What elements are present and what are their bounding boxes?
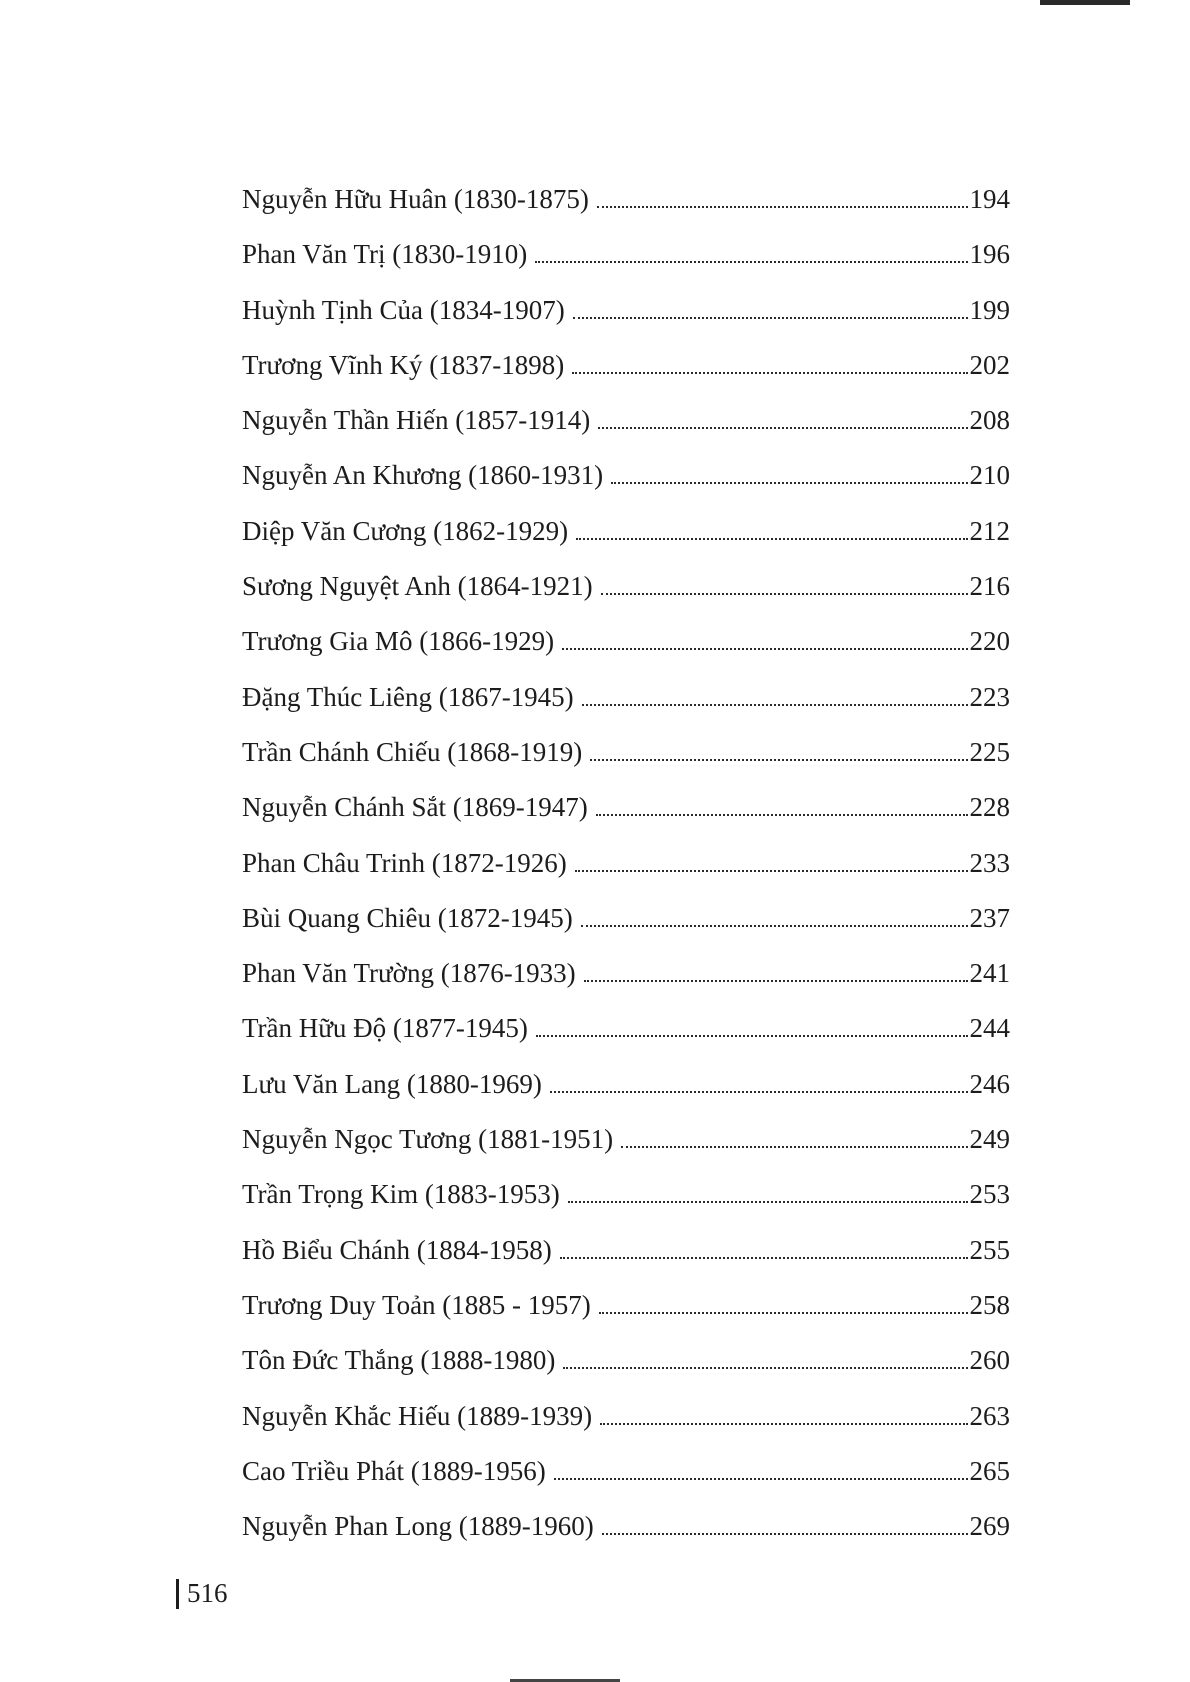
toc-entry-page: 269: [969, 1511, 1010, 1542]
toc-entry-title: Đặng Thúc Liêng (1867-1945): [242, 681, 574, 712]
toc-entry[interactable]: [242, 559, 1010, 614]
dot-leader: [576, 538, 967, 540]
toc-entry-title: Lưu Văn Lang (1880-1969): [242, 1068, 542, 1099]
dot-leader: [550, 1091, 968, 1093]
toc-entry-page: 210: [969, 460, 1010, 491]
toc-entry-title: Sương Nguyệt Anh (1864-1921): [242, 571, 593, 602]
toc-entry-page: 237: [969, 902, 1010, 933]
toc-entry-page: 255: [969, 1234, 1010, 1265]
dot-leader: [611, 482, 967, 484]
toc-entry-title: Nguyễn Hữu Huân (1830-1875): [242, 184, 589, 214]
toc-entry-title: Trần Hữu Độ (1877-1945): [242, 1013, 528, 1044]
toc-entry-page: 216: [969, 571, 1010, 602]
toc-entry-title: Nguyễn Chánh Sắt (1869-1947): [242, 792, 588, 823]
toc-entry-page: 194: [969, 184, 1010, 214]
toc-entry[interactable]: [242, 1389, 1010, 1444]
dot-leader: [563, 1367, 967, 1369]
toc-entry-title: Cao Triều Phát (1889-1956): [242, 1455, 546, 1486]
toc-entry-title: Nguyễn Phan Long (1889-1960): [242, 1511, 594, 1542]
dot-leader: [554, 1478, 968, 1480]
toc-entry-title: Diệp Văn Cương (1862-1929): [242, 515, 569, 546]
dot-leader: [536, 1035, 968, 1037]
toc-entry[interactable]: [242, 1333, 1010, 1388]
toc-entry[interactable]: [242, 338, 1010, 393]
toc-entry-title: Phan Văn Trường (1876-1933): [242, 958, 576, 989]
toc-entry[interactable]: [242, 283, 1010, 338]
page-footer: [176, 1578, 228, 1609]
toc-entry[interactable]: [242, 670, 1010, 725]
dot-leader: [581, 925, 968, 927]
dot-leader: [599, 1312, 968, 1314]
dot-leader: [584, 980, 968, 982]
dot-leader: [590, 759, 967, 761]
dot-leader: [568, 1201, 968, 1203]
toc-entry[interactable]: [242, 1057, 1010, 1112]
toc-entry-page: 196: [969, 239, 1010, 270]
toc-entry[interactable]: [242, 504, 1010, 559]
toc-entry[interactable]: [242, 1223, 1010, 1278]
footer-bar: [176, 1579, 179, 1609]
top-edge-rule: [1040, 0, 1130, 5]
toc-entry-title: Nguyễn Ngọc Tương (1881-1951): [242, 1124, 614, 1155]
toc-entry[interactable]: [242, 448, 1010, 503]
dot-leader: [562, 648, 967, 650]
toc-entry[interactable]: [242, 780, 1010, 835]
toc-entry-title: Trương Gia Mô (1866-1929): [242, 626, 555, 657]
dot-leader: [535, 261, 967, 263]
toc-entry-title: Nguyễn An Khương (1860-1931): [242, 460, 604, 491]
toc-entry-title: Tôn Đức Thắng (1888-1980): [242, 1345, 556, 1376]
toc-entry[interactable]: [242, 1167, 1010, 1222]
toc-entry-page: 228: [969, 792, 1010, 823]
toc-entry-page: 233: [969, 847, 1010, 878]
toc-entry-page: 244: [969, 1013, 1010, 1044]
dot-leader: [575, 870, 968, 872]
toc-entry[interactable]: [242, 1499, 1010, 1554]
dot-leader: [621, 1146, 967, 1148]
toc-entry[interactable]: [242, 227, 1010, 282]
toc-entry-page: 202: [969, 349, 1010, 380]
toc-entry-title: Bùi Quang Chiêu (1872-1945): [242, 902, 573, 933]
toc-entry-page: 212: [969, 515, 1010, 546]
toc-entry[interactable]: [242, 946, 1010, 1001]
toc-entry-title: Hồ Biểu Chánh (1884-1958): [242, 1234, 552, 1265]
toc-entry-page: 223: [969, 681, 1010, 712]
toc-entry[interactable]: [242, 1444, 1010, 1499]
toc-entry-page: 241: [969, 958, 1010, 989]
toc-entry[interactable]: [242, 614, 1010, 669]
toc-entry[interactable]: [242, 1278, 1010, 1333]
toc-entry-page: 253: [969, 1179, 1010, 1210]
toc-entry-page: 263: [969, 1400, 1010, 1431]
dot-leader: [597, 206, 968, 208]
toc-entry[interactable]: [242, 836, 1010, 891]
toc-entry[interactable]: [242, 725, 1010, 780]
dot-leader: [600, 1423, 967, 1425]
toc-entry-title: Nguyễn Thần Hiến (1857-1914): [242, 405, 591, 436]
toc-entry[interactable]: [242, 1112, 1010, 1167]
toc-entry-page: 199: [969, 294, 1010, 325]
toc-entry-page: 208: [969, 405, 1010, 436]
toc-entry-title: Trương Duy Toản (1885 - 1957): [242, 1289, 591, 1320]
dot-leader: [560, 1257, 968, 1259]
toc-entry-title: Phan Văn Trị (1830-1910): [242, 239, 528, 270]
toc-entry-page: 220: [969, 626, 1010, 657]
dot-leader: [596, 814, 968, 816]
dot-leader: [582, 704, 968, 706]
toc-entry-page: 260: [969, 1345, 1010, 1376]
toc-entry-page: 258: [969, 1289, 1010, 1320]
toc-entry-title: Trần Chánh Chiếu (1868-1919): [242, 736, 583, 767]
toc-entry-page: 265: [969, 1455, 1010, 1486]
toc-entry[interactable]: [242, 1001, 1010, 1056]
toc-entry-title: Trần Trọng Kim (1883-1953): [242, 1179, 560, 1210]
dot-leader: [602, 1533, 968, 1535]
toc-entry[interactable]: [242, 891, 1010, 946]
toc-entry-title: Nguyễn Khắc Hiếu (1889-1939): [242, 1400, 593, 1431]
toc-entry-title: Trương Vĩnh Ký (1837-1898): [242, 349, 565, 380]
toc-entry-page: 249: [969, 1124, 1010, 1155]
dot-leader: [598, 427, 967, 429]
toc-entry-title: Huỳnh Tịnh Của (1834-1907): [242, 294, 565, 325]
table-of-contents: [242, 172, 1010, 1554]
page-number: 516: [187, 1578, 228, 1608]
toc-entry[interactable]: [242, 393, 1010, 448]
dot-leader: [573, 317, 968, 319]
dot-leader: [601, 593, 968, 595]
toc-entry-title: Phan Châu Trinh (1872-1926): [242, 847, 567, 878]
toc-entry[interactable]: [242, 172, 1010, 227]
dot-leader: [572, 372, 967, 374]
toc-entry-page: 225: [969, 736, 1010, 767]
toc-entry-page: 246: [969, 1068, 1010, 1099]
